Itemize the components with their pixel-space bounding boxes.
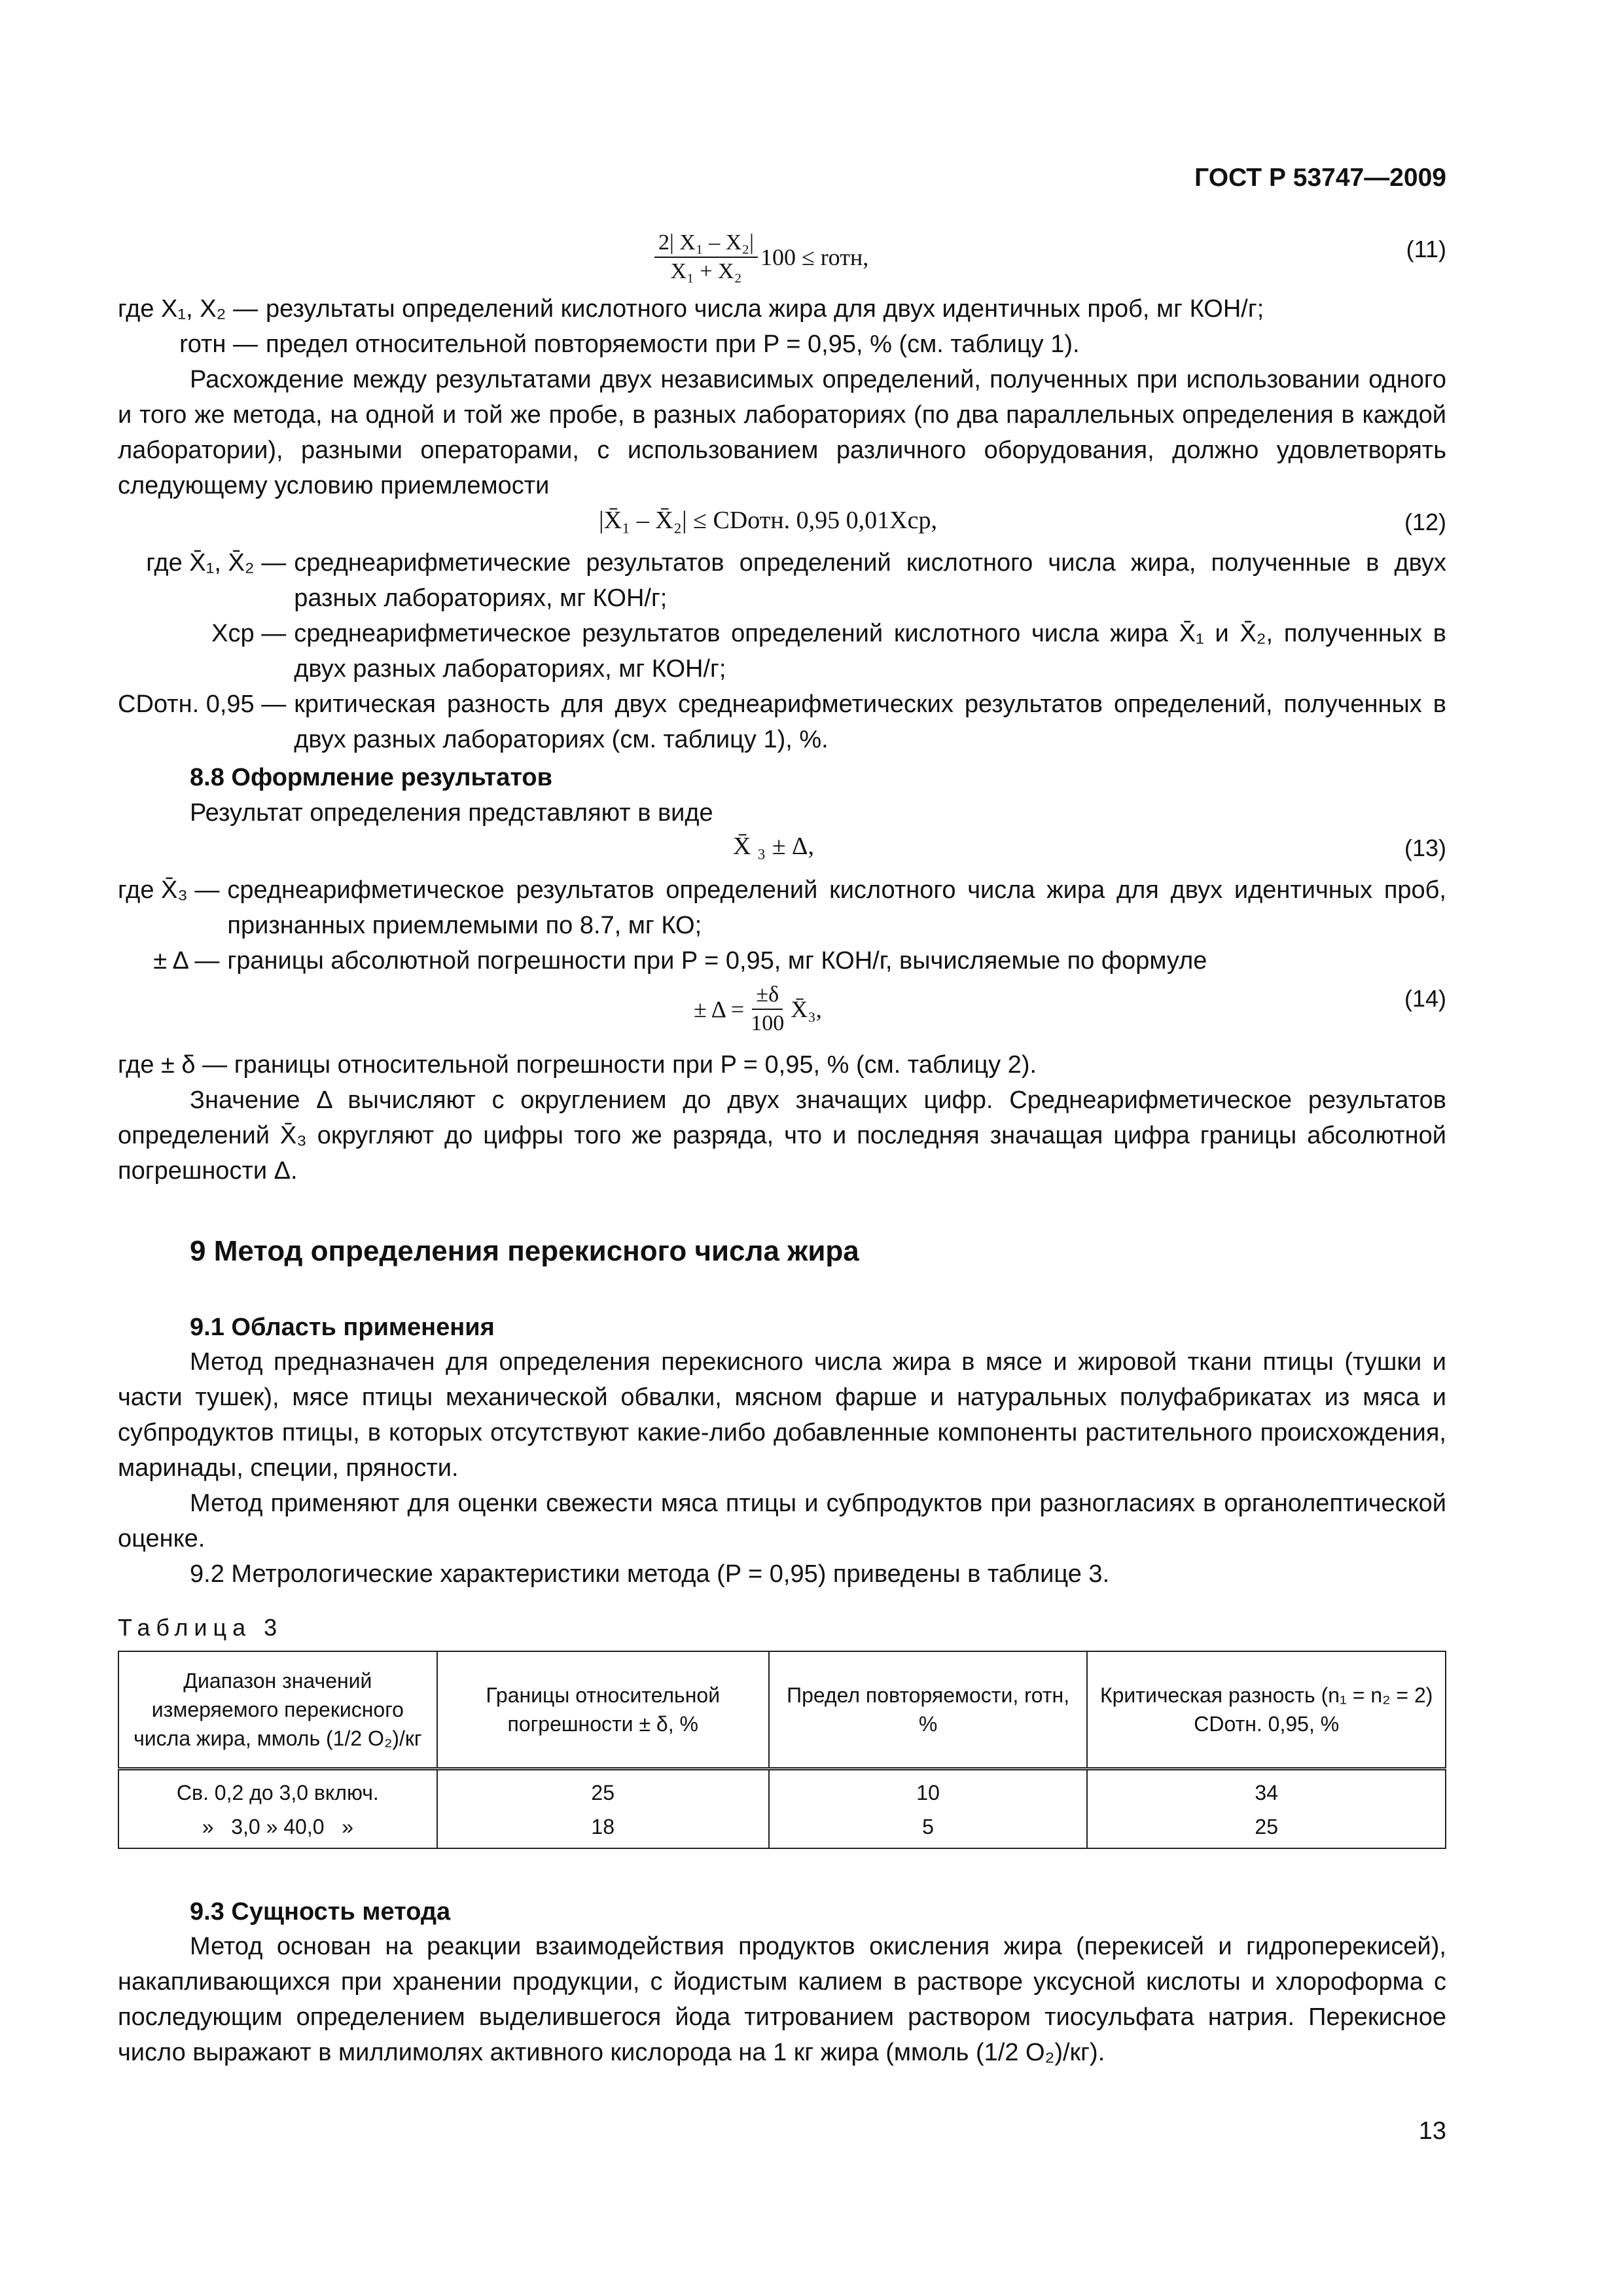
section-9-3-paragraph: Метод основан на реакции взаимодействия продуктов окисления жира (перекисей и гидроперекисей), накапливающихся при хранении продукции, с йодистым калием в растворе уксусной кислоты и хлороформа с последующим определением выделившегося йода титрованием раствором тиосульфата натрия. Перекисное число выражают в миллимолях активного кислорода на 1 кг жира (ммоль (1/2 O₂)/кг). <box>118 1933 1446 2066</box>
where-key: rотн — <box>179 331 258 358</box>
where-text: критическая разность для двух среднеарифметических результатов определений, полученных в двух разных лабораториях (см. таблицу 1), %. <box>294 691 1446 753</box>
table-3-caption: Таблица 3 <box>118 1614 283 1641</box>
where-block-13 <box>118 872 1446 978</box>
where-text: среднеарифметическое результатов определений кислотного числа жира для двух идентичных проб, признанных приемлемыми по 8.7, мг КО; <box>227 876 1446 939</box>
table-cell: Св. 0,2 до 3,0 включ. <box>118 1769 437 1810</box>
where-text: среднеарифметическое результатов определений кислотного числа жира X̄₁ и X̄₂, полученных в двух разных лабораториях, мг КОН/г; <box>294 620 1446 683</box>
eq11-rest: 100 ≤ rотн, <box>760 244 869 270</box>
eq11-numerator: 2| X₁ – X₂| <box>654 229 758 258</box>
table-cell: 34 <box>1087 1769 1446 1810</box>
equation-12 <box>118 503 1446 545</box>
eq13-text: X̄ ₃ ± Δ, <box>733 833 814 860</box>
table-row <box>118 1769 1446 1810</box>
section-8-8-intro: Результат определения представляют в виде <box>190 799 713 827</box>
eq14-numerator: ±δ <box>752 981 783 1010</box>
where-key: где X₁, X₂ — <box>118 295 258 323</box>
standard-header: ГОСТ Р 53747—2009 <box>1194 164 1446 192</box>
equation-11 <box>118 229 1446 291</box>
table-row <box>118 1810 1446 1848</box>
equation-14 <box>118 978 1446 1047</box>
section-9-1-paragraph-1: Метод предназначен для определения перекисного числа жира в мясе и жировой ткани птицы (тушки и части тушек), мясе птицы механической обвалки, мясном фарше и натуральных полуфабрикатах из мяса и субпродуктов птицы, в которых отсутствуют какие-либо добавленные компоненты растительного происхождения, маринады, специи, пряности. <box>118 1348 1446 1482</box>
table-header-cell: Диапазон значений измеряемого перекисного числа жира, ммоль (1/2 O₂)/кг <box>118 1651 437 1769</box>
table-cell: 25 <box>1087 1810 1446 1848</box>
eq14-rest: X̄₃, <box>791 996 822 1022</box>
section-9-2-paragraph: 9.2 Метрологические характеристики метода (P = 0,95) приведены в таблице 3. <box>190 1560 1110 1588</box>
table-cell: 25 <box>437 1769 769 1810</box>
content-top <box>118 229 1446 2070</box>
eq14-left: ± Δ = <box>694 996 745 1022</box>
page-number: 13 <box>1418 2117 1446 2145</box>
section-9-title: 9 Метод определения перекисного числа жира <box>190 1235 859 1267</box>
eq12-number: (12) <box>1404 509 1446 535</box>
table-cell: 18 <box>437 1810 769 1848</box>
eq14-denominator: 100 <box>751 1011 785 1035</box>
table-3 <box>118 1651 1446 1849</box>
table-cell: 10 <box>769 1769 1088 1810</box>
paragraph-rounding: Значение Δ вычисляют с округлением до двух значащих цифр. Среднеарифметическое результатов определений X̄₃ округляют до цифры того же разряда, что и последняя значащая цифра границы абсолютной погрешности Δ. <box>118 1086 1446 1185</box>
where-key: CDотн. 0,95 — <box>118 691 287 718</box>
paragraph-reproducibility: Расхождение между результатами двух независимых определений, полученных при использовании одного и того же метода, на одной и той же пробе, в разных лабораториях (по два параллельных определения в каждой лаборатории), разными операторами, с использованием различного оборудования, должно удовлетворять следующему условию приемлемости <box>118 366 1446 499</box>
section-9-1-paragraph-2: Метод применяют для оценки свежести мяса птицы и субпродуктов при разногласиях в органолептической оценке. <box>118 1490 1446 1552</box>
eq11-number: (11) <box>1406 236 1446 262</box>
where-block-12 <box>118 545 1446 757</box>
section-8-8-title: 8.8 Оформление результатов <box>190 764 553 791</box>
where-key: ± Δ — <box>153 947 220 975</box>
where-text: среднеарифметические результатов определений кислотного числа жира, полученные в двух разных лабораториях, мг КОН/г; <box>294 549 1446 612</box>
table-header-cell: Границы относительной погрешности ± δ, % <box>437 1651 769 1769</box>
where-key: где X̄₁, X̄₂ — <box>146 549 287 577</box>
where-block-11 <box>118 291 1446 362</box>
table-cell: 5 <box>769 1810 1088 1848</box>
equation-13 <box>118 831 1446 872</box>
where-14-line: где ± δ — границы относительной погрешности при P = 0,95, % (см. таблицу 2). <box>118 1051 1037 1079</box>
eq12-text: |X̄₁ – X̄₂| ≤ CDотн. 0,95 0,01Xср, <box>599 507 937 534</box>
table-header-cell: Предел повторяемости, rотн, % <box>769 1651 1088 1769</box>
where-text: предел относительной повторяемости при P = 0,95, % (см. таблицу 1). <box>265 331 1080 358</box>
where-key: Xср — <box>211 620 287 647</box>
section-9-3-title: 9.3 Сущность метода <box>190 1898 451 1926</box>
eq13-number: (13) <box>1404 834 1446 861</box>
table-cell: » 3,0 » 40,0 » <box>118 1810 437 1848</box>
table-header-row <box>118 1651 1446 1769</box>
section-9-1-title: 9.1 Область применения <box>190 1314 495 1341</box>
where-key: где X̄₃ — <box>118 876 220 904</box>
eq11-denominator: X₁ + X₂ <box>670 259 742 283</box>
where-text: границы абсолютной погрешности при P = 0,95, мг КОН/г, вычисляемые по формуле <box>227 947 1207 975</box>
table-header-cell: Критическая разность (n₁ = n₂ = 2) CDотн. 0,95, % <box>1087 1651 1446 1769</box>
eq14-number: (14) <box>1404 985 1446 1012</box>
where-text: результаты определений кислотного числа жира для двух идентичных проб, мг КОН/г; <box>265 295 1264 323</box>
